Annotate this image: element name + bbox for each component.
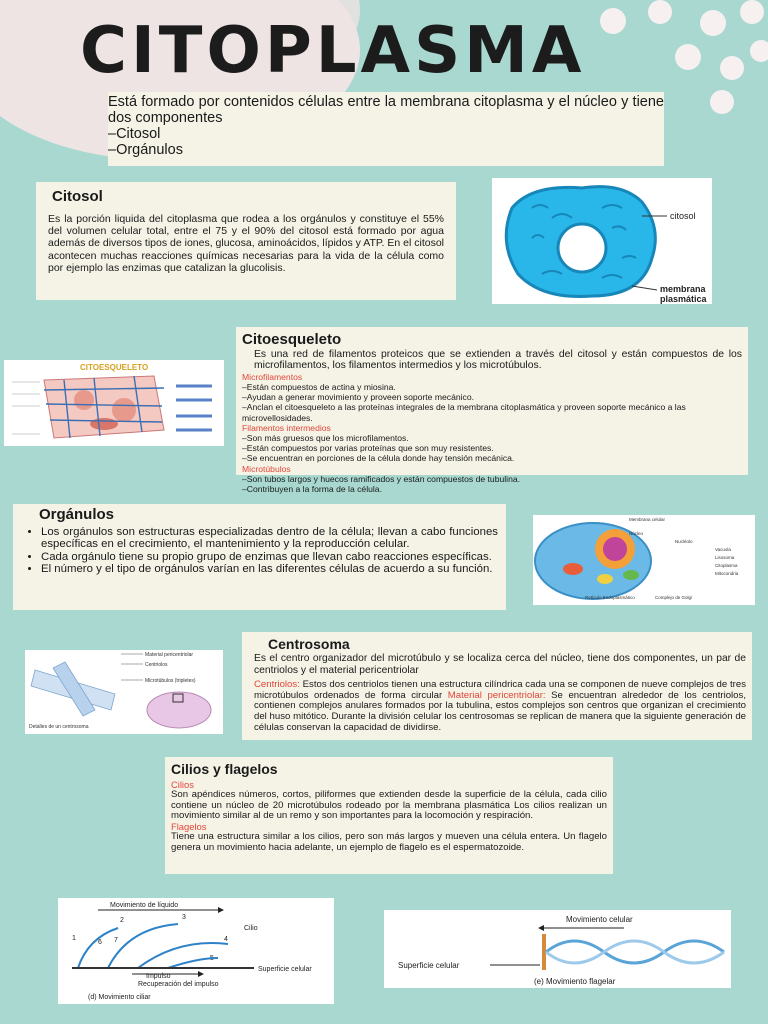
ciliary-label: Impulso — [146, 973, 171, 980]
microfilamentos-title: Microfilamentos — [242, 371, 303, 382]
organulos-heading: Orgánulos — [39, 506, 115, 523]
organulos-list — [21, 526, 498, 576]
centrosome-label: Material pericentriolar — [145, 652, 194, 658]
decorative-dot — [700, 10, 726, 36]
intro-item-citosol: –Citosol — [108, 126, 161, 142]
cilios-card — [165, 757, 613, 874]
organelle-label: Complejo de Golgi — [655, 595, 693, 600]
organelle-label: Mitocondria — [715, 571, 739, 576]
ciliary-number: 1 — [72, 935, 76, 942]
flagelos-title: Flagelos — [171, 820, 207, 832]
intro-card — [108, 92, 664, 166]
decorative-dot — [740, 0, 764, 24]
citosol-body: Es la porción liquida del citoplasma que rodea a los orgánulos y constituye el 55% del volumen celular total, entre el 75 y el 90% del citosol está formado por agua además de diversos tipos de iones, glucosa, aminoácidos, lípidos y ATP. En el citosol acontecen muchas reacciones químicas necesarias para la vida de la célula como por ejemplo las enzimas que catalizan la glucolisis. — [48, 213, 444, 274]
centrosome-label: Microtúbulos (tripletes) — [145, 678, 196, 684]
organelle-diagram — [533, 515, 755, 605]
filamentos-intermedios-line: –Se encuentran en porciones de la célula donde hay tensión mecánica. — [242, 453, 515, 464]
page-title: CITOPLASMA — [80, 14, 586, 88]
flagellar-label: (e) Movimiento flagelar — [534, 977, 616, 986]
ciliary-number: 7 — [114, 937, 118, 944]
citoesqueleto-card — [236, 327, 748, 495]
decorative-dot — [675, 44, 701, 70]
organulos-bullet: • Los orgánulos son estructuras especializadas dentro de la célula; llevan a cabo funciones específicas en el crecimiento, el mantenimiento y la reproducción celular. — [41, 526, 498, 551]
citoesqueleto-heading: Citoesqueleto — [242, 331, 342, 348]
citosol-label: citosol — [670, 211, 696, 221]
citosol-heading: Citosol — [52, 188, 103, 205]
organulos-figure — [533, 515, 755, 605]
cilios-title: Cilios — [171, 779, 194, 790]
intro-text: Está formado por contenidos células entre la membrana citoplasma y el núcleo y tiene dos componentes — [108, 94, 664, 126]
ciliary-label: Superficie celular — [258, 966, 312, 973]
ciliary-number: 2 — [120, 917, 124, 924]
flagellar-diagram — [384, 910, 731, 988]
filamentos-intermedios-title: Filamentos intermedios — [242, 422, 331, 433]
centrosoma-intro: Es el centro organizador del microtúbulo y se localiza cerca del núcleo, tiene dos componentes, un par de centriolos y el material pericentriolar — [254, 653, 746, 676]
centrosoma-figure — [25, 650, 223, 734]
ciliary-diagram — [58, 898, 334, 1004]
citoesqueleto-figure-title: CITOESQUELETO — [80, 363, 149, 372]
centrosome-diagram — [25, 650, 223, 734]
decorative-dot — [750, 40, 768, 62]
microfilamentos-line: –Anclan el citoesqueleto a las proteínas integrales de la membrana citoplasmática y proveen soporte mecánico a las microvellosidades. — [242, 402, 686, 423]
microtubulos-line: –Son tubos largos y huecos ramificados y están compuestos de tubulina. — [242, 473, 521, 484]
organelle-label: Núcleo — [629, 531, 644, 536]
citosol-figure — [492, 178, 712, 304]
centrosome-label: Centriolos — [145, 662, 168, 668]
centriolos-label: Centriolos: — [254, 679, 300, 691]
ciliary-label: (d) Movimiento ciliar — [88, 994, 151, 1001]
microfilamentos-line: –Están compuestos de actina y miosina. — [242, 382, 396, 393]
cell-diagram — [492, 178, 712, 304]
ciliary-number: 4 — [224, 936, 228, 943]
citoesqueleto-intro: Es una red de filamentos proteicos que se extienden a través del citosol y están compuestos de los microfilamentos, los filamentos intermedios y los microtúbulos. — [254, 349, 742, 372]
ciliary-movement-figure — [58, 898, 334, 1004]
centrosome-label: Detalles de un centrosoma — [29, 724, 89, 730]
decorative-dot — [720, 56, 744, 80]
organulos-bullet: • El número y el tipo de orgánulos varían en las diferentes células de acuerdo a su función. — [41, 563, 498, 575]
flagellar-movement-figure — [384, 910, 731, 988]
cilios-heading: Cilios y flagelos — [171, 761, 278, 777]
cilios-text: Son apéndices números, cortos, piliformes que extienden desde la superficie de la célula, cada cilio contiene un núcleo de 20 microtúbulos rodeado por la membrana plasmática Los cilios realizan un movimiento similar al de un remo y son importantes para la locomoción y respiración. — [171, 789, 607, 822]
organelle-label: Citoplasma — [715, 563, 738, 568]
citoesqueleto-figure — [4, 360, 224, 446]
filamentos-intermedios-line: –Están compuestos por varias proteínas que son muy resistentes. — [242, 443, 494, 454]
centrosoma-detail — [254, 680, 746, 733]
decorative-dot — [710, 90, 734, 114]
organelle-label: Retículo Endoplasmático — [585, 595, 635, 600]
organulos-card — [13, 504, 506, 610]
organelle-label: Nucléolo — [675, 539, 693, 544]
intro-item-organulos: –Orgánulos — [108, 142, 183, 158]
cytoskeleton-diagram — [4, 360, 224, 446]
ciliary-label: Cilio — [244, 925, 258, 932]
organelle-label: Lisosoma — [715, 555, 735, 560]
material-text: Se encuentran alrededor de los centriolos, contienen complejos anulares formados por la tubulina, estos complejos son centros que organizan el crecimiento del huso mitótico. Durante la división celular los centrosomas se replican de manera que la siguiente generación de células conservan la capacidad de dividirse. — [254, 689, 746, 733]
plasmatica-label: plasmática — [660, 294, 707, 304]
organulos-bullet: • Cada orgánulo tiene su propio grupo de enzimas que llevan cabo reacciones específicas. — [41, 551, 498, 563]
citosol-card — [36, 182, 456, 300]
centriolos-text: Estos dos centriolos tienen una estructura cilíndrica cada una se componen de nueve complejos de tres microtúbulos ordenados de forma circular — [254, 679, 746, 701]
ciliary-number: 6 — [98, 939, 102, 946]
decorative-dot — [648, 0, 672, 24]
ciliary-number: 5 — [210, 955, 214, 962]
microtubulos-line: –Contribuyen a la forma de la célula. — [242, 484, 382, 495]
centrosoma-heading: Centrosoma — [268, 636, 350, 652]
microtubulos-title: Microtúbulos — [242, 463, 291, 474]
decorative-dot — [600, 8, 626, 34]
centrosoma-card — [242, 632, 752, 740]
material-label: Material pericentriolar: — [447, 689, 546, 701]
membrana-label: membrana — [660, 284, 706, 294]
flagelos-text: Tiene una estructura similar a los cilios, pero son más largos y mueven una célula entera. Un flagelo genera un movimiento hacia adelante, un ejemplo de flagelo es el espermatozoide. — [171, 831, 607, 853]
flagellar-label: Movimiento celular — [566, 915, 633, 924]
ciliary-label: Movimiento de líquido — [110, 902, 179, 909]
ciliary-number: 3 — [182, 914, 186, 921]
flagellar-label: Superficie celular — [398, 961, 460, 970]
organelle-label: Membrana celular — [629, 517, 666, 522]
filamentos-intermedios-line: –Son más gruesos que los microfilamentos. — [242, 433, 409, 444]
microfilamentos-line: –Ayudan a generar movimiento y proveen soporte mecánico. — [242, 392, 475, 403]
organelle-label: Vacuola — [715, 547, 731, 552]
ciliary-label: Recuperación del impulso — [138, 981, 219, 988]
